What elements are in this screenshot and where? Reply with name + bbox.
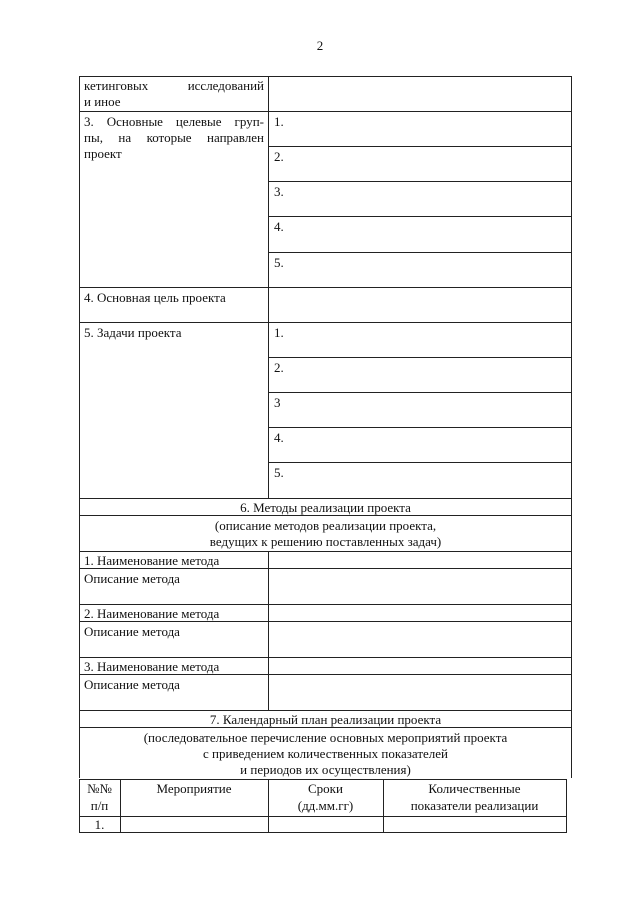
col-indicators-header-line1: Количественные bbox=[428, 781, 521, 796]
target-group-item: 2. bbox=[274, 149, 284, 164]
task-item: 1. bbox=[274, 325, 284, 340]
calendar-note-line1: (последовательное перечисление основных мероприятий проекта bbox=[143, 730, 508, 745]
market-research-line2: и иное bbox=[84, 94, 121, 109]
target-groups-label-line2: пы, на которые направлен bbox=[84, 130, 264, 145]
col-dates-header-line1: Сроки bbox=[308, 781, 343, 796]
method-name: 3. Наименование метода bbox=[84, 659, 220, 674]
methods-heading: 6. Методы реализации проекта bbox=[240, 500, 411, 515]
target-group-item: 1. bbox=[274, 114, 284, 129]
methods-note-line2: ведущих к решению поставленных задач) bbox=[209, 534, 442, 549]
method-description-label: Описание метода bbox=[84, 571, 180, 586]
target-group-item: 4. bbox=[274, 219, 284, 234]
task-item: 5. bbox=[274, 465, 284, 480]
task-item: 2. bbox=[274, 360, 284, 375]
market-research-line1: кетинговых исследований bbox=[84, 78, 264, 93]
main-goal-label: 4. Основная цель проекта bbox=[84, 290, 226, 305]
page-number: 2 bbox=[316, 38, 324, 53]
calendar-note-line3: и периодов их осуществления) bbox=[240, 762, 411, 777]
target-group-item: 5. bbox=[274, 255, 284, 270]
col-event-header: Мероприятие bbox=[156, 781, 232, 796]
calendar-heading: 7. Календарный план реализации проекта bbox=[209, 712, 442, 727]
method-description-label: Описание метода bbox=[84, 624, 180, 639]
tasks-label: 5. Задачи проекта bbox=[84, 325, 182, 340]
col-dates-header-line2: (дд.мм.гг) bbox=[297, 798, 354, 813]
col-num-header-line2: п/п bbox=[90, 798, 109, 813]
task-item: 3 bbox=[274, 395, 281, 410]
table-row-number: 1. bbox=[94, 817, 105, 832]
methods-note-line1: (описание методов реализации проекта, bbox=[214, 518, 437, 533]
method-description-label: Описание метода bbox=[84, 677, 180, 692]
calendar-note-line2: с приведением количественных показателей bbox=[203, 746, 448, 761]
col-num-header-line1: №№ bbox=[87, 781, 112, 796]
target-groups-label-line3: проект bbox=[84, 146, 122, 161]
col-indicators-header-line2: показатели реализации bbox=[410, 798, 539, 813]
method-name: 1. Наименование метода bbox=[84, 553, 220, 568]
target-group-item: 3. bbox=[274, 184, 284, 199]
method-name: 2. Наименование метода bbox=[84, 606, 220, 621]
task-item: 4. bbox=[274, 430, 284, 445]
target-groups-label-line1: 3. Основные целевые груп- bbox=[84, 114, 264, 129]
